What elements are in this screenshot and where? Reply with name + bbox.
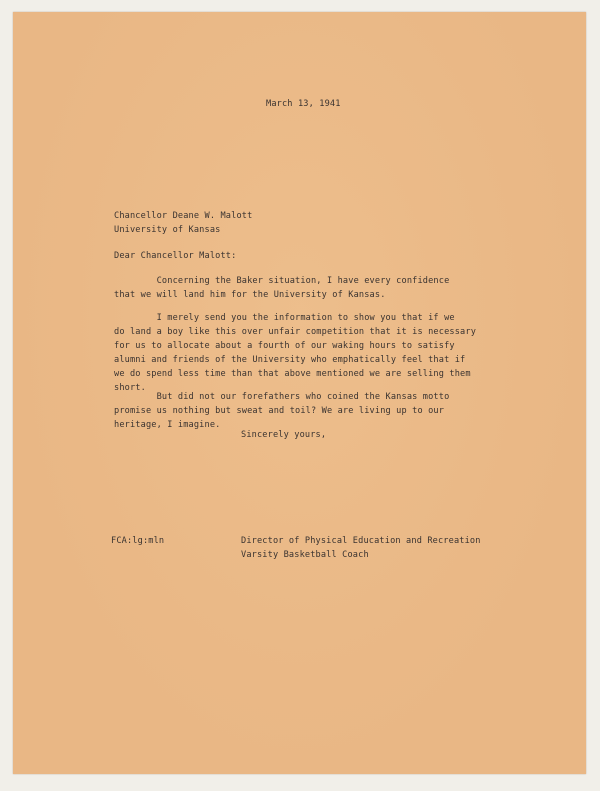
body-paragraph-2 [114,311,476,395]
reference-initials: FCA:lg:mln [111,536,165,546]
salutation: Dear Chancellor Malott: [114,251,237,261]
letter-date: March 13, 1941 [266,99,341,109]
paragraph-line: do land a boy like this over unfair competition that it is necessary [114,327,477,337]
signature-title-line-2: Varsity Basketball Coach [241,550,369,560]
signature-title-line-1: Director of Physical Education and Recreation [241,536,481,546]
paragraph-line: that we will land him for the University of Kansas. [114,290,386,300]
paragraph-line: heritage, I imagine. [114,420,221,430]
closing: Sincerely yours, [241,430,327,440]
paragraph-line: Concerning the Baker situation, I have every confidence [114,276,450,286]
paragraph-line: promise us nothing but sweat and toil? We are living up to our [114,406,445,416]
paragraph-line: for us to allocate about a fourth of our waking hours to satisfy [114,341,455,351]
paragraph-line: But did not our forefathers who coined the Kansas motto [114,392,450,402]
paragraph-line: alumni and friends of the University who emphatically feel that if [114,355,466,365]
paragraph-line: we do spend less time than that above mentioned we are selling them [114,369,471,379]
body-paragraph-3 [114,390,449,432]
body-paragraph-1 [114,274,449,302]
letter-sheet [13,12,586,774]
paragraph-line: short. [114,383,146,393]
recipient-institution: University of Kansas [114,225,221,235]
paragraph-line: I merely send you the information to show you that if we [114,313,455,323]
recipient-name: Chancellor Deane W. Malott [114,211,253,221]
